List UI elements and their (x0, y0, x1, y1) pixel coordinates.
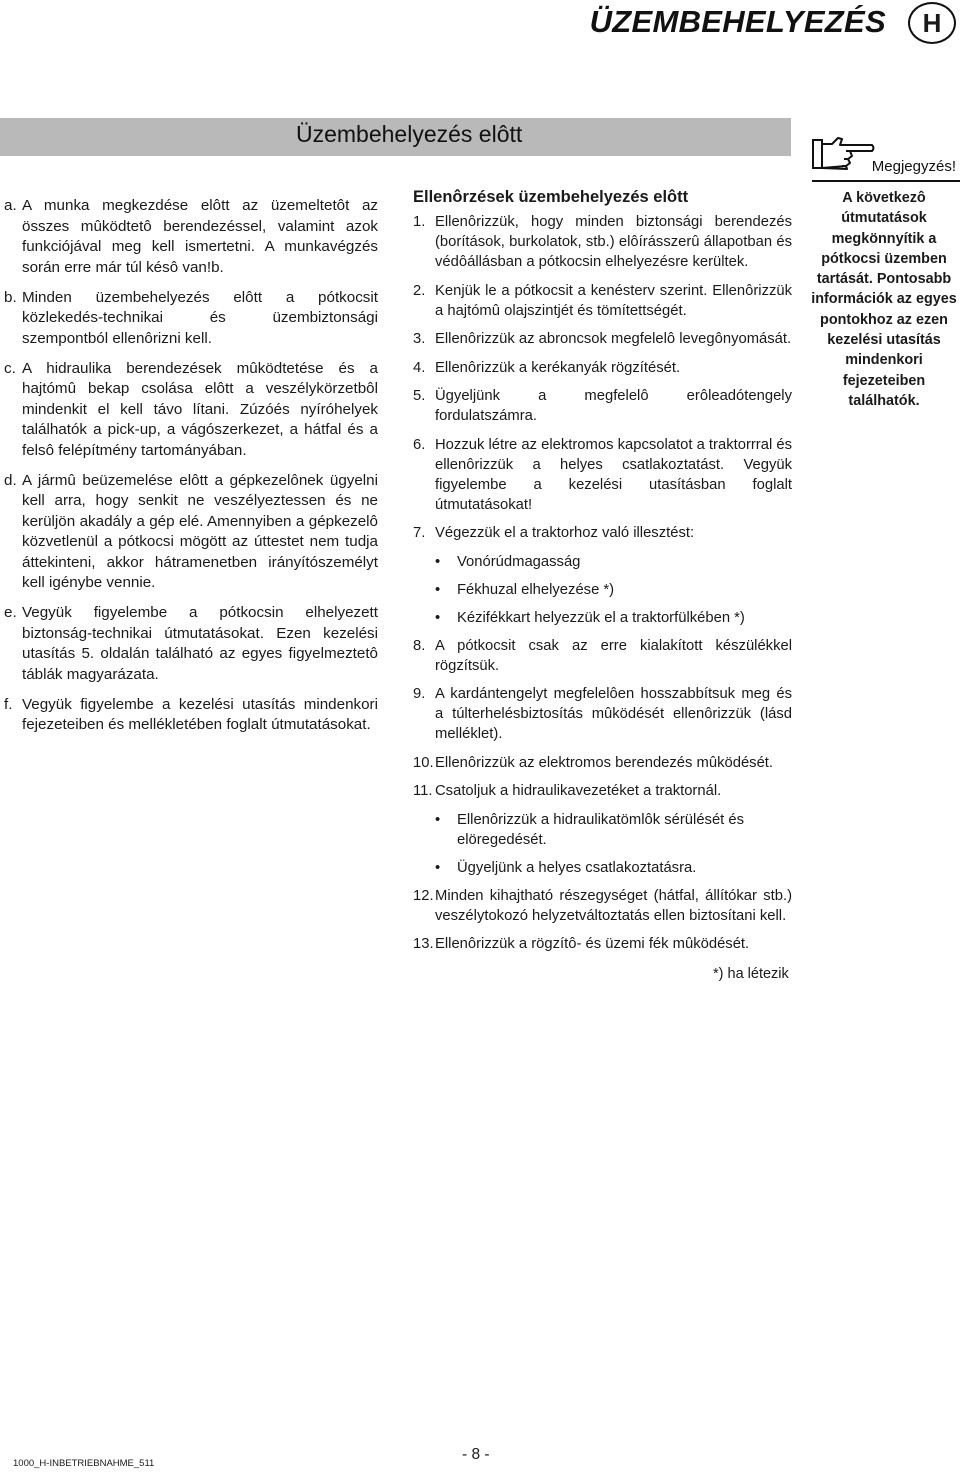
list-item (4, 359, 378, 462)
item-label: e. (4, 604, 17, 621)
checklist-item (413, 329, 792, 349)
item-number: 11. (413, 783, 433, 799)
bullet-item (435, 810, 792, 850)
bullet-icon: • (435, 581, 441, 598)
checklist-item (413, 386, 792, 426)
item-text: A munka megkezdése elôtt az üzemeltetôt az összes mûködtetô berendezéssel, valamint azok funkciójával meg kell ismertetni. A munkavégzés során erre már túl késô van!b. (22, 197, 378, 276)
item-number: 7. (413, 525, 426, 541)
bullet-text: Kézifékkart helyezzük el a traktorfülkében *) (457, 609, 745, 626)
checklist-item (413, 886, 792, 926)
item-label: a. (4, 197, 17, 214)
note-divider (812, 180, 960, 182)
item-label: c. (4, 359, 16, 377)
item-label: f. (4, 695, 13, 713)
item-number: 5. (413, 388, 426, 404)
page-number: - 8 - (462, 1446, 490, 1463)
note-label: Megjegyzés! (871, 158, 956, 175)
note-text: A következô útmutatások megkönnyítik a pótkocsi üzemben tartását. Pontosabb információk az egyes pontokhoz az ezen kezelési utasítás mindenkori fejezeteiben találhatók. (811, 190, 957, 409)
list-item (4, 695, 378, 736)
list-item (4, 471, 378, 594)
bullet-item (435, 580, 792, 600)
checklist-item (413, 636, 792, 676)
checklist-item (413, 435, 792, 515)
item-text: Ellenôrizzük, hogy minden biztonsági berendezés (borítások, burkolatok, stb.) elôírásszerû állapotban és védôállásban a pótkocsin elhelyezésre kerültek. (435, 214, 792, 270)
bullet-icon: • (435, 811, 441, 828)
language-badge: H (908, 2, 956, 44)
bullet-item (435, 552, 792, 572)
bullet-text: Vonórúdmagasság (457, 553, 581, 570)
item-number: 10. (413, 754, 434, 771)
checklist-column (413, 187, 792, 963)
item-text: Minden üzembehelyezés elôtt a pótkocsit közlekedés-technikai és üzembiztonsági szempontból ellenôrizni kell. (22, 288, 378, 347)
checklist-item (413, 934, 792, 954)
item-text: A kardántengelyt megfelelôen hosszabbítsuk meg és a túlterhelésbiztosítás mûködését ellenôrizzük (lásd melléklet). (435, 686, 792, 742)
item-text: Minden kihajtható részegységet (hátfal, állítókar stb.) veszélytokozó helyzetváltoztatás ellen biztosítani kell. (435, 887, 792, 924)
bullet-icon: • (435, 553, 441, 570)
item-text: Hozzuk létre az elektromos kapcsolatot a traktorrral és ellenôrizzük a helyes csatlakoztatást. Vegyük figyelembe a kezelési utasításban foglalt útmutatásokat! (435, 436, 792, 513)
bullet-icon: • (435, 859, 441, 876)
item-text: A pótkocsit csak az erre kialakított készülékkel rögzítsük. (435, 637, 792, 674)
item-label: b. (4, 288, 17, 306)
checklist-item (413, 523, 792, 543)
item-number: 8. (413, 637, 426, 654)
checklist-item (413, 212, 792, 272)
checklist-item (413, 753, 792, 773)
item-text: Vegyük figyelembe a pótkocsin elhelyezett biztonság-technikai útmutatásokat. Ezen kezelési utasítás 5. oldalán található az egyes figyelmeztetô táblák magyarázata. (22, 604, 378, 683)
bullet-text: Fékhuzal elhelyezése *) (457, 581, 615, 598)
bullet-item (435, 858, 792, 878)
item-number: 6. (413, 436, 426, 453)
bullet-icon: • (435, 609, 441, 626)
footnote: *) ha létezik (713, 966, 789, 982)
item-text: Ellenôrizzük a kerékanyák rögzítését. (435, 359, 681, 376)
item-text: A hidraulika berendezések mûködtetése és a hajtómû bekap csolása elôtt a veszélykörzetbôl mindenkit el kell távo lítani. Zúzóés nyíróhelyek találhatók a pick-up, a vágószerkezet, a hátfal és a felsô felépítmény tartományában. (22, 359, 378, 459)
item-text: A jármû beüzemelése elôtt a gépkezelônek ügyelni kell arra, hogy senkit ne veszélyeztessen és ne kerüljön akadály a gép elé. Amennyiben a gépkezelô közvetlenül a pótkocsi mögött az úttestet nem tudja áttekinteni, akkor hátramenetben irányítószemélyt kell igénybe vennie. (22, 471, 378, 591)
bullet-item (435, 608, 792, 628)
item-text: Ügyeljünk a megfelelô erôleadótengely fordulatszámra. (435, 388, 792, 424)
checklist-heading: Ellenôrzések üzembehelyezés elôtt (413, 188, 689, 206)
item-text: Ellenôrizzük a rögzítô- és üzemi fék mûködését. (435, 936, 750, 952)
pointing-hand-icon (812, 132, 876, 174)
safety-instructions-column (4, 196, 378, 745)
footer-document-code: 1000_H-INBETRIEBNAHME_511 (13, 1458, 155, 1469)
item-text: Ellenôrizzük az abroncsok megfelelô levegônyomását. (435, 331, 792, 347)
section-title: Üzembehelyezés elôtt (296, 121, 523, 147)
list-item (4, 288, 378, 350)
item-text: Ellenôrizzük az elektromos berendezés mûködését. (435, 754, 774, 771)
item-text: Csatoljuk a hidraulikavezetéket a traktornál. (435, 783, 722, 799)
item-label: d. (4, 471, 17, 489)
checklist-item (413, 358, 792, 378)
item-text: Kenjük le a pótkocsit a kenésterv szerint. Ellenôrizzük a hajtómû olajszintjét és tömítettségét. (435, 282, 792, 319)
item-number: 9. (413, 686, 426, 702)
item-text: Végezzük el a traktorhoz való illesztést: (435, 525, 695, 541)
page-header-title: ÜZEMBEHELYEZÉS (589, 4, 886, 39)
item-number: 4. (413, 359, 426, 376)
item-number: 13. (413, 936, 434, 952)
item-number: 2. (413, 282, 426, 299)
list-item (4, 196, 378, 278)
checklist-item (413, 781, 792, 801)
item-number: 1. (413, 214, 426, 230)
list-item (4, 603, 378, 685)
bullet-text: Ügyeljünk a helyes csatlakoztatásra. (457, 859, 697, 876)
checklist-item (413, 281, 792, 321)
checklist-item (413, 684, 792, 744)
item-text: Vegyük figyelembe a kezelési utasítás mindenkori fejezeteiben és mellékletében foglalt útmutatásokat. (22, 695, 378, 733)
bullet-text: Ellenôrizzük a hidraulikatömlôk sérülését és elöregedését. (457, 811, 745, 848)
item-number: 12. (413, 887, 434, 904)
item-number: 3. (413, 331, 426, 347)
